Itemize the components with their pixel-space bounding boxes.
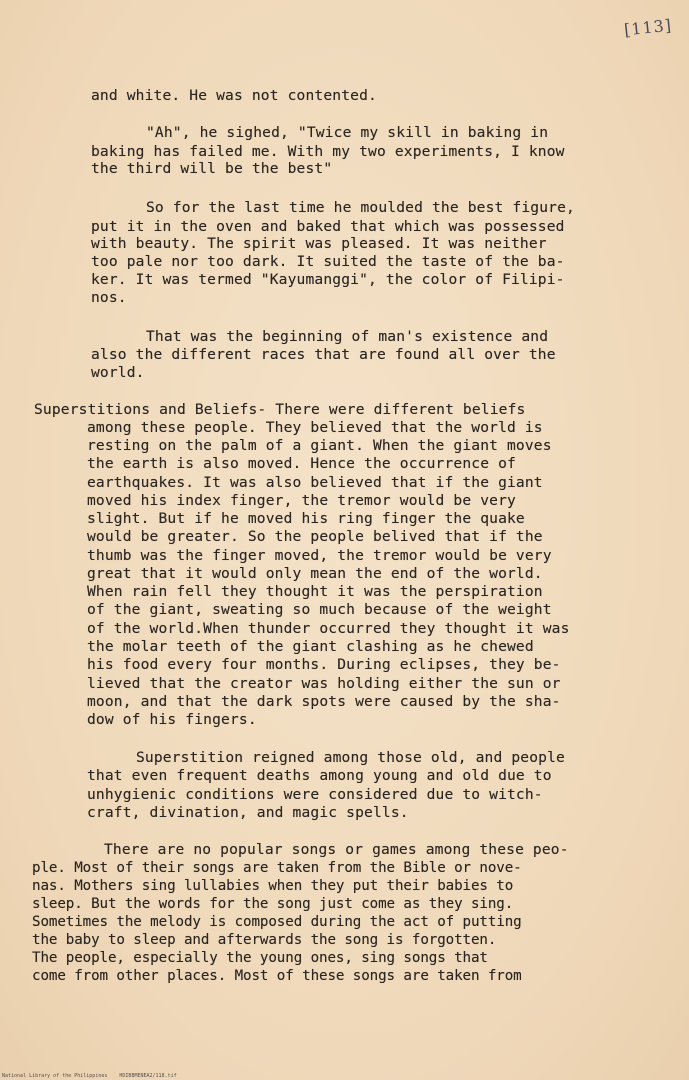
- text-line: his food every four months. During eclipses, they be-: [87, 656, 561, 673]
- text-line: nas. Mothers sing lullabies when they put their babies to: [32, 878, 514, 894]
- text-line: dow of his fingers.: [87, 711, 257, 728]
- text-line: moved his index finger, the tremor would be very: [87, 492, 516, 509]
- text-line: moon, and that the dark spots were caused by the sha-: [87, 693, 561, 710]
- text-line: that even frequent deaths among young and old due to: [87, 767, 552, 784]
- text-line: lieved that the creator was holding either the sun or: [87, 675, 561, 692]
- text-line: craft, divination, and magic spells.: [87, 804, 409, 821]
- text-line: Superstition reigned among those old, and people: [136, 749, 565, 766]
- archive-footer: National Library of the Philippines HDIBBMENEA2/118.tif: [2, 1073, 177, 1079]
- text-line: with beauty. The spirit was pleased. It was neither: [91, 235, 547, 252]
- text-line: of the world.When thunder occurred they thought it was: [87, 620, 570, 637]
- text-line: The people, especially the young ones, sing songs that: [32, 950, 488, 966]
- text-line: thumb was the finger moved, the tremor would be very: [87, 547, 552, 564]
- text-line: "Ah", he sighed, "Twice my skill in baking in: [146, 124, 549, 141]
- text-line: earthquakes. It was also believed that if the giant: [87, 474, 543, 491]
- text-line: also the different races that are found all over the: [91, 346, 556, 363]
- text-line: When rain fell they thought it was the perspiration: [87, 583, 543, 600]
- page-number: [113]: [623, 15, 673, 40]
- text-line: ker. It was termed "Kayumanggi", the color of Filipi-: [91, 271, 565, 288]
- text-line: So for the last time he moulded the best figure,: [146, 199, 575, 216]
- text-line: resting on the palm of a giant. When the giant moves: [87, 437, 552, 454]
- text-line: sleep. But the words for the song just come as they sing.: [32, 896, 514, 912]
- text-line: That was the beginning of man's existence and: [146, 328, 549, 345]
- text-line: ple. Most of their songs are taken from the Bible or nove-: [32, 860, 522, 876]
- text-line: and white. He was not contented.: [91, 87, 377, 104]
- text-line: Sometimes the melody is composed during the act of putting: [32, 914, 522, 930]
- text-line: world.: [91, 364, 145, 381]
- text-line: come from other places. Most of these songs are taken from: [32, 968, 522, 984]
- text-line: nos.: [91, 289, 127, 306]
- text-line: slight. But if he moved his ring finger the quake: [87, 510, 525, 527]
- text-line: too pale nor too dark. It suited the taste of the ba-: [91, 253, 565, 270]
- text-line: of the giant, sweating so much because of the weight: [87, 601, 552, 618]
- text-line: the earth is also moved. Hence the occurrence of: [87, 455, 516, 472]
- text-line: great that it would only mean the end of the world.: [87, 565, 543, 582]
- section-heading-line: Superstitions and Beliefs- There were different beliefs: [34, 401, 526, 418]
- text-line: among these people. They believed that the world is: [87, 419, 543, 436]
- text-line: would be greater. So the people belived that if the: [87, 528, 543, 545]
- text-line: baking has failed me. With my two experiments, I know: [91, 143, 565, 160]
- text-line: the third will be the best": [91, 160, 333, 177]
- text-line: There are no popular songs or games among these peo-: [104, 841, 569, 858]
- text-line: the molar teeth of the giant clashing as he chewed: [87, 638, 534, 655]
- text-line: the baby to sleep and afterwards the song is forgotten.: [32, 932, 497, 948]
- text-line: put it in the oven and baked that which was possessed: [91, 218, 565, 235]
- text-line: unhygienic conditions were considered due to witch-: [87, 786, 543, 803]
